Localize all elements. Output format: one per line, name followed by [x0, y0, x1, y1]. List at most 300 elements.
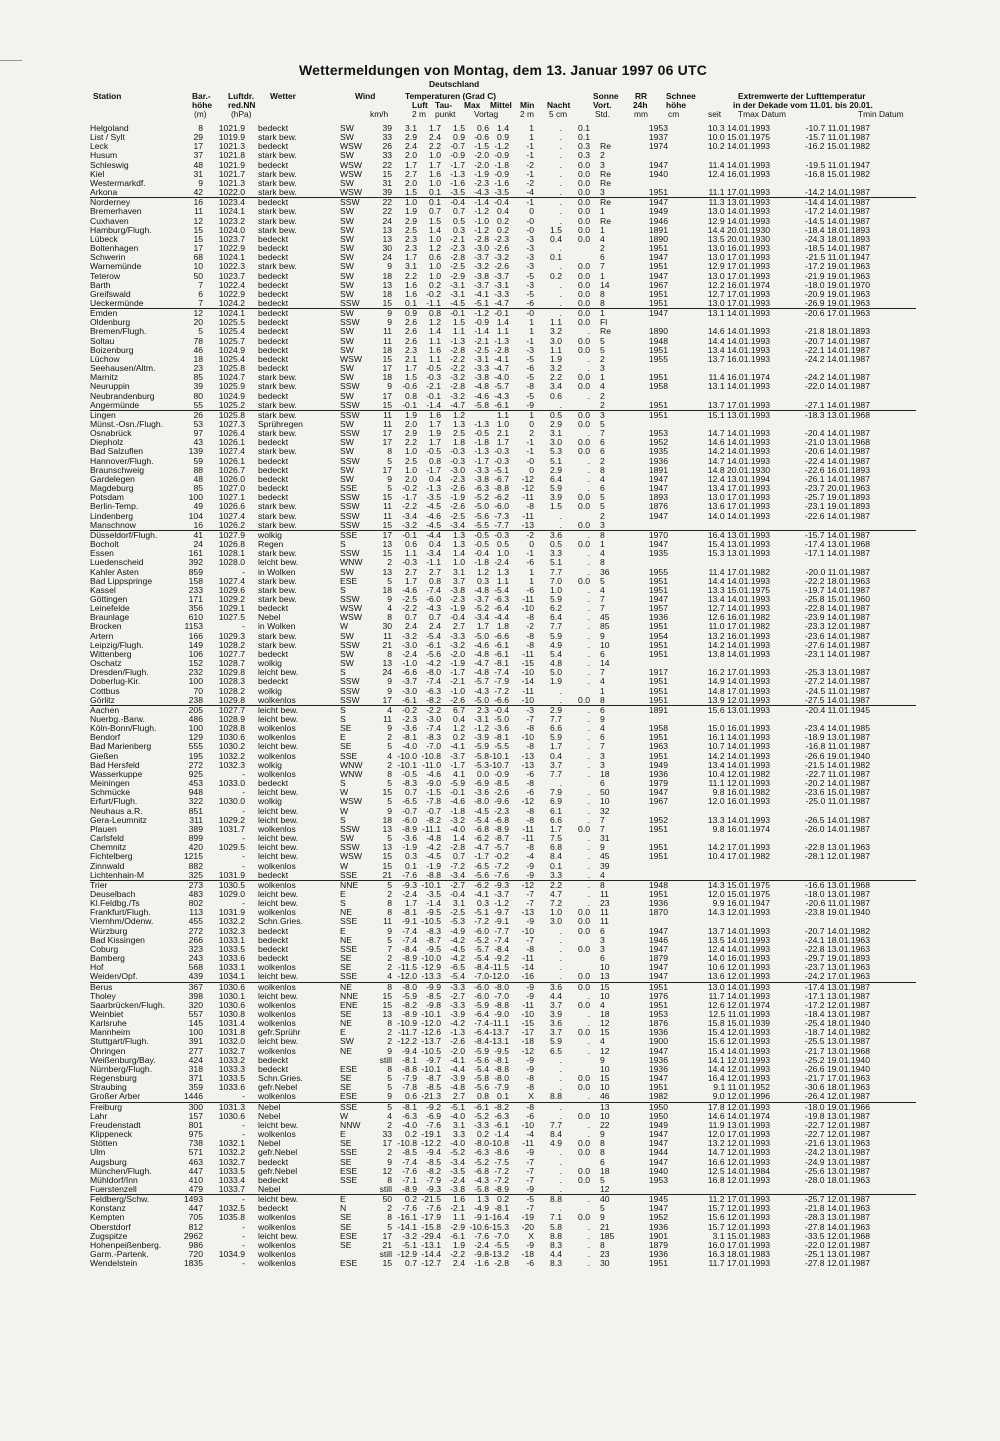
table-row — [90, 927, 916, 936]
max-temp: 2.4 — [453, 1259, 465, 1269]
snow-depth: 10 — [600, 1083, 610, 1093]
wind-direction: SE — [340, 1222, 352, 1232]
sunshine-hours: 7.7 — [550, 1120, 562, 1130]
air-pressure: - — [242, 806, 245, 816]
max-temp: -3.2 — [450, 391, 465, 401]
air-temp: 2.2 — [405, 438, 417, 448]
wind-speed: 9 — [387, 686, 392, 696]
extreme-max: 15.0 16.01.1993 — [707, 724, 770, 734]
table-row — [90, 595, 916, 604]
air-pressure: 1023.4 — [218, 198, 245, 208]
dew-point: -6.0 — [426, 594, 441, 604]
barometer-height: 10 — [193, 262, 203, 272]
station-name: Bad Salzuflen — [90, 447, 144, 457]
wind-direction: SW — [340, 309, 354, 319]
weather: bedeckt — [258, 935, 289, 945]
snow-depth: 12 — [600, 1184, 610, 1194]
extreme-min: -24.9 13.01.1987 — [805, 1157, 870, 1167]
table-row — [90, 531, 916, 540]
dew-point: -1.4 — [426, 899, 441, 909]
sunshine-hours: . — [559, 1184, 562, 1194]
min-temp: -0.9 — [494, 169, 509, 179]
wind-speed: 13 — [382, 234, 392, 244]
wind-speed: 4 — [387, 705, 392, 715]
wind-direction: SW — [340, 567, 354, 577]
wind-direction — [340, 1250, 374, 1259]
precipitation-24h: 0.0 — [578, 1111, 590, 1121]
extreme-max — [668, 420, 770, 429]
record-since — [632, 420, 668, 429]
wind-speed: 17 — [382, 530, 392, 540]
extreme-min: -27.1 14.01.1987 — [805, 400, 870, 410]
air-pressure: 1028.8 — [218, 724, 245, 734]
min-temp: 1.8 — [497, 622, 509, 632]
weather: stark bew. — [258, 502, 297, 512]
night-min-temp: -8 — [526, 779, 534, 789]
dew-point: -8.2 — [426, 815, 441, 825]
night-min-temp: -9 — [526, 982, 534, 992]
mean-temp-prev-day: -4.9 — [474, 1204, 489, 1214]
air-temp: -12.9 — [397, 1250, 417, 1260]
wind-direction: SSW — [340, 298, 360, 308]
precipitation-24h: 0.0 — [578, 309, 590, 319]
snow-depth: 3 — [600, 751, 605, 761]
min-temp: 0.9 — [497, 133, 509, 143]
extreme-max: 13.0 17.01.1993 — [707, 271, 770, 281]
precipitation-24h: . — [587, 567, 590, 577]
wind-direction: E — [340, 1130, 346, 1140]
max-temp: -2.8 — [450, 843, 465, 853]
mean-temp-prev-day: -3.3 — [474, 364, 489, 374]
night-min-temp: -10 — [521, 733, 534, 743]
weather: bedeckt — [258, 354, 289, 364]
min-temp: -8.9 — [494, 824, 509, 834]
precipitation-24h: . — [587, 640, 590, 650]
record-since: 1876 — [648, 1019, 668, 1029]
air-temp: -7.6 — [402, 1204, 417, 1214]
record-since: 1936 — [648, 456, 668, 466]
barometer-height: 85 — [193, 484, 203, 494]
table-row — [90, 825, 916, 834]
record-since: 1951 — [648, 262, 668, 272]
station-name: Wittenberg — [90, 649, 132, 659]
header-luftdr-2: red.NN — [228, 100, 256, 110]
max-temp: -6.5 — [450, 963, 465, 973]
min-temp: -6.8 — [494, 815, 509, 825]
night-min-temp: -13 — [521, 908, 534, 918]
station-name: Norderney — [90, 198, 131, 208]
precipitation-24h: . — [587, 751, 590, 761]
precipitation-24h: . — [587, 1046, 590, 1056]
wind-direction: SSE — [340, 870, 358, 880]
record-since: 1951 — [648, 289, 668, 299]
air-pressure: 1030.1 — [218, 991, 245, 1001]
wind-direction: SW — [340, 216, 354, 226]
station-name: Schleswig — [90, 160, 129, 170]
air-pressure: 1024.1 — [218, 207, 245, 217]
extreme-min: -10.7 11.01.1987 — [805, 124, 870, 133]
night-min-temp: -10 — [521, 604, 534, 614]
weather: bedeckt — [258, 327, 289, 337]
precipitation-24h: 0.0 — [578, 576, 590, 586]
barometer-height: 12 — [193, 309, 203, 319]
night-min-temp: -2 — [526, 178, 534, 188]
wind-speed: 11 — [383, 327, 392, 337]
snow-depth: Re — [600, 142, 611, 152]
wind-direction: SSW — [340, 429, 360, 439]
air-pressure: 1033.7 — [218, 1184, 245, 1194]
precipitation-24h: . — [587, 1240, 590, 1250]
night-min-temp: -9 — [526, 1148, 534, 1158]
mean-temp-prev-day: -4.6 — [474, 391, 489, 401]
max-temp: -4.2 — [450, 935, 465, 945]
barometer-height: 113 — [189, 908, 203, 918]
max-temp: -3.9 — [450, 1074, 465, 1084]
table-row — [90, 262, 916, 271]
table-row — [90, 788, 916, 797]
dew-point: -4.2 — [426, 843, 441, 853]
mean-temp-prev-day: -4.3 — [474, 188, 489, 198]
min-temp: -8.0 — [494, 982, 509, 992]
max-temp: 0.9 — [453, 133, 465, 143]
precipitation-24h: 0.0 — [578, 1139, 590, 1149]
table-row — [90, 807, 916, 816]
station-group — [90, 197, 916, 308]
wind-direction: SE — [340, 1139, 352, 1149]
station-name: Stötten — [90, 1139, 118, 1149]
station-name: Oschatz — [90, 659, 122, 669]
extreme-max: 14.7 14.01.1993 — [707, 456, 770, 466]
air-pressure: 1025.8 — [218, 364, 245, 374]
extreme-max: 14.7 14.01.1993 — [707, 429, 770, 439]
record-since: 1870 — [648, 908, 668, 918]
night-min-temp: -8 — [526, 1102, 534, 1112]
precipitation-24h: . — [587, 797, 590, 807]
night-min-temp: -12 — [521, 1046, 534, 1056]
min-temp: -8.1 — [494, 733, 509, 743]
mean-temp-prev-day: -5.8 — [474, 400, 489, 410]
sunshine-hours: 3.7 — [550, 760, 562, 770]
air-pressure: - — [242, 1240, 245, 1250]
table-row — [90, 179, 916, 188]
max-temp: -2.6 — [450, 502, 465, 512]
wind-speed: 18 — [382, 585, 392, 595]
station-name: Braunlage — [90, 613, 130, 623]
station-name: Klippeneck — [90, 1130, 133, 1140]
mean-temp-prev-day: -1.4 — [474, 198, 489, 208]
snow-depth: Fl — [600, 318, 608, 328]
snow-depth: 8 — [600, 1139, 605, 1149]
extreme-max: 12.5 14.01.1984 — [707, 1166, 770, 1176]
mean-temp-prev-day: -3.8 — [474, 271, 489, 281]
snow-depth: 5 — [600, 502, 605, 512]
sunshine-hours: 3.2 — [550, 364, 562, 374]
station-name: Freiburg — [90, 1102, 122, 1112]
station-name: Nuerbg.-Barw. — [90, 715, 145, 724]
extreme-max: 13.4 17.01.1993 — [707, 484, 770, 494]
wind-direction: ESE — [340, 1259, 358, 1269]
air-pressure: 1029.2 — [218, 815, 245, 825]
air-pressure: 1030.6 — [218, 982, 245, 992]
min-temp: -9.7 — [494, 908, 509, 918]
table-row — [90, 226, 916, 235]
air-pressure: 1024.2 — [218, 298, 245, 308]
dew-point: 1.2 — [429, 244, 441, 254]
weather: leicht bew. — [258, 705, 299, 715]
dew-point: 1.1 — [429, 336, 441, 346]
sunshine-hours: 7.0 — [550, 576, 562, 586]
night-min-temp: -11 — [522, 649, 534, 659]
mean-temp-prev-day: -5.2 — [474, 1157, 489, 1167]
min-temp: -7.6 — [494, 870, 509, 880]
weather: wolkenlos — [258, 1092, 296, 1102]
wind-direction: SSW — [340, 502, 360, 512]
mean-temp-prev-day: -4.3 — [474, 1175, 489, 1185]
barometer-height: 447 — [188, 1166, 203, 1176]
precipitation-24h — [562, 954, 590, 963]
max-temp: -4.1 — [450, 1055, 465, 1065]
wind-speed: 2 — [387, 1148, 392, 1158]
extreme-min: -20.0 11.01.1987 — [805, 567, 870, 577]
barometer-height: 16 — [193, 520, 203, 530]
air-pressure: 1029.1 — [218, 604, 245, 614]
snow-depth: 1 — [600, 271, 605, 281]
station-name: Aachen — [90, 705, 120, 715]
snow-depth: 5 — [600, 1204, 605, 1214]
weather: stark bew. — [258, 447, 297, 457]
record-since: 1947 — [648, 944, 668, 954]
dew-point: 2.7 — [429, 567, 441, 577]
header-extrem-2: in der Dekade vom 11.01. bis 20.01. — [733, 100, 873, 110]
precipitation-24h: 0.0 — [578, 824, 590, 834]
night-min-temp: -5 — [526, 391, 534, 401]
weather: bedeckt — [258, 604, 289, 614]
min-temp: -6.1 — [494, 649, 509, 659]
record-since: 1958 — [648, 382, 668, 392]
night-min-temp: -9 — [526, 1184, 534, 1194]
mean-temp-prev-day: -1.5 — [474, 142, 489, 152]
barometer-height: 398 — [188, 991, 203, 1001]
weather: bedeckt — [258, 677, 289, 687]
weather: bedeckt — [258, 391, 289, 401]
page-edge-mark — [0, 60, 22, 61]
sunshine-hours: 2.9 — [550, 465, 562, 475]
max-temp: -3.3 — [450, 631, 465, 641]
dew-point: -4.5 — [426, 520, 441, 530]
snow-depth: 7 — [600, 824, 605, 834]
sunshine-hours: 1.7 — [550, 824, 562, 834]
precipitation-24h: 0.0 — [578, 382, 590, 392]
max-temp: -4.1 — [450, 742, 465, 752]
min-temp: -7.5 — [494, 1157, 509, 1167]
weather: leicht bew. — [258, 834, 299, 844]
air-pressure: 1029.8 — [218, 695, 245, 705]
extreme-min: -30.6 18.01.1963 — [805, 1083, 870, 1093]
station-name: Leinefelde — [90, 604, 130, 614]
extreme-min — [770, 862, 870, 871]
max-temp: -1.7 — [450, 668, 465, 678]
wind-direction: SW — [340, 271, 354, 281]
air-temp: -0.2 — [402, 484, 417, 494]
snow-depth: 1 — [600, 225, 605, 235]
min-temp: -1.8 — [494, 160, 509, 170]
dew-point: -8.0 — [426, 668, 441, 678]
wind-direction: WSW — [340, 797, 362, 807]
station-name: Hamburg/Flugh. — [90, 225, 152, 235]
table-row — [90, 188, 916, 197]
mean-temp-prev-day: -5.9 — [474, 742, 489, 752]
sunshine-hours: 1.7 — [550, 742, 562, 752]
wind-direction: SW — [340, 207, 354, 217]
barometer-height: 39 — [193, 382, 203, 392]
wind-speed: 18 — [382, 271, 392, 281]
barometer-height: 8 — [198, 124, 203, 133]
extreme-max: 13.1 14.01.1993 — [707, 382, 770, 392]
wind-speed: 15 — [382, 788, 392, 798]
snow-depth: Re — [600, 216, 611, 226]
table-row — [90, 124, 916, 133]
record-since: 1951 — [648, 585, 668, 595]
weather: bedeckt — [258, 309, 289, 319]
record-since: 1951 — [648, 824, 668, 834]
table-row — [90, 1112, 916, 1121]
sunshine-hours: 3.6 — [550, 982, 562, 992]
table-row — [90, 217, 916, 226]
air-temp: 0.6 — [405, 1092, 417, 1102]
air-temp: -12.2 — [397, 1037, 417, 1047]
extreme-min: -18.3 13.01.1968 — [805, 410, 870, 420]
station-name: Boizenburg — [90, 345, 134, 355]
station-name: Mühldorf/Inn — [90, 1175, 138, 1185]
wind-speed: 9 — [387, 309, 392, 319]
air-temp: -2.3 — [402, 715, 417, 724]
weather: stark bew. — [258, 207, 297, 217]
extreme-max — [668, 558, 770, 567]
dew-point: -12.2 — [421, 1139, 441, 1149]
table-row — [90, 715, 916, 724]
min-temp: -8.8 — [494, 1064, 509, 1074]
barometer-height: 986 — [188, 1240, 203, 1250]
snow-depth: 85 — [600, 622, 610, 632]
table-row — [90, 1232, 916, 1241]
extreme-min — [770, 1185, 870, 1194]
extreme-max: 12.5 11.01.1993 — [708, 1010, 770, 1019]
table-row — [90, 493, 916, 502]
dew-point: 1.7 — [429, 420, 441, 429]
precipitation-24h: . — [587, 870, 590, 880]
record-since: 1951 — [648, 298, 668, 308]
dew-point: -11.1 — [422, 824, 441, 834]
snow-depth: 15 — [600, 1074, 610, 1084]
table-row — [90, 568, 916, 577]
precipitation-24h: . — [587, 1037, 590, 1047]
max-temp: -0.7 — [450, 142, 465, 152]
table-row — [90, 992, 916, 1001]
barometer-height: 705 — [188, 1213, 203, 1223]
air-temp: 0.1 — [405, 861, 417, 871]
mean-temp-prev-day: -4.7 — [474, 659, 489, 669]
max-temp: -2.6 — [450, 1037, 465, 1047]
air-pressure: 1022.4 — [218, 280, 245, 290]
air-temp: 2.3 — [405, 244, 417, 254]
air-temp: -6.1 — [402, 695, 417, 705]
wind-speed: 15 — [382, 493, 392, 503]
table-row — [90, 290, 916, 299]
air-pressure: 1028.1 — [218, 549, 245, 559]
record-since: 1947 — [648, 271, 668, 281]
weather: leicht bew. — [258, 852, 299, 862]
mean-temp-prev-day: -7.2 — [474, 917, 489, 927]
wind-direction: E — [340, 1195, 346, 1205]
min-temp: -0.4 — [494, 198, 509, 208]
night-min-temp: -10 — [521, 695, 534, 705]
barometer-height: 392 — [188, 558, 203, 568]
station-name: Coburg — [90, 944, 119, 954]
night-min-temp: -10 — [521, 926, 534, 936]
barometer-height: 53 — [193, 420, 203, 429]
table-row — [90, 1010, 916, 1019]
table-row — [90, 1056, 916, 1065]
station-name: Neuhaus a.R. — [90, 806, 143, 816]
min-temp: -8.0 — [494, 1074, 509, 1084]
max-temp: 0.2 — [453, 733, 465, 743]
header-station: Station — [93, 91, 122, 101]
night-min-temp: -13 — [521, 751, 534, 761]
station-name: Würzburg — [90, 926, 128, 936]
air-temp: -1.9 — [402, 843, 417, 853]
precipitation-24h: 0.0 — [578, 420, 590, 429]
night-min-temp: -4 — [526, 188, 534, 198]
wind-speed: 17 — [382, 391, 392, 401]
wind-direction: WNW — [340, 558, 363, 568]
barometer-height: 802 — [188, 899, 203, 909]
min-temp: -5.5 — [494, 742, 509, 752]
min-temp: -6.3 — [494, 594, 509, 604]
wind-direction: NNE — [340, 880, 359, 890]
wind-direction: S — [340, 899, 346, 909]
air-temp: 2.9 — [405, 216, 417, 226]
night-min-temp: -6 — [526, 1111, 534, 1121]
sunshine-hours: 5.1 — [550, 558, 562, 568]
barometer-height: 31 — [193, 169, 203, 179]
precipitation-24h: 0.0 — [578, 207, 590, 217]
wind-direction: WSW — [340, 354, 362, 364]
air-pressure: 1033.6 — [218, 954, 245, 964]
snow-depth — [590, 133, 632, 142]
air-temp: -3.2 — [402, 631, 417, 641]
station-name: Regensburg — [90, 1074, 137, 1084]
wind-direction: E — [340, 1028, 346, 1038]
air-temp: 0.7 — [405, 1259, 417, 1269]
barometer-height: 243 — [188, 954, 203, 964]
night-min-temp: X — [528, 1092, 534, 1102]
air-pressure: - — [242, 1222, 245, 1232]
wind-direction: SSW — [340, 824, 360, 834]
precipitation-24h: 0.0 — [578, 1166, 590, 1176]
air-pressure: - — [242, 769, 245, 779]
table-row — [90, 337, 916, 346]
station-name: Angermünde — [90, 400, 140, 410]
extreme-max: 12.4 14.01.1993 — [707, 944, 770, 954]
extreme-max: 9.1 11.01.1952 — [713, 1083, 770, 1093]
weather: wolkenlos — [258, 982, 296, 992]
wind-direction: WSW — [340, 613, 362, 623]
record-since: 1945 — [648, 1195, 668, 1205]
wind-speed: 8 — [387, 982, 392, 992]
barometer-height: 320 — [188, 1000, 203, 1010]
max-temp: -2.0 — [450, 1046, 465, 1056]
dew-point: 1.7 — [429, 124, 441, 133]
